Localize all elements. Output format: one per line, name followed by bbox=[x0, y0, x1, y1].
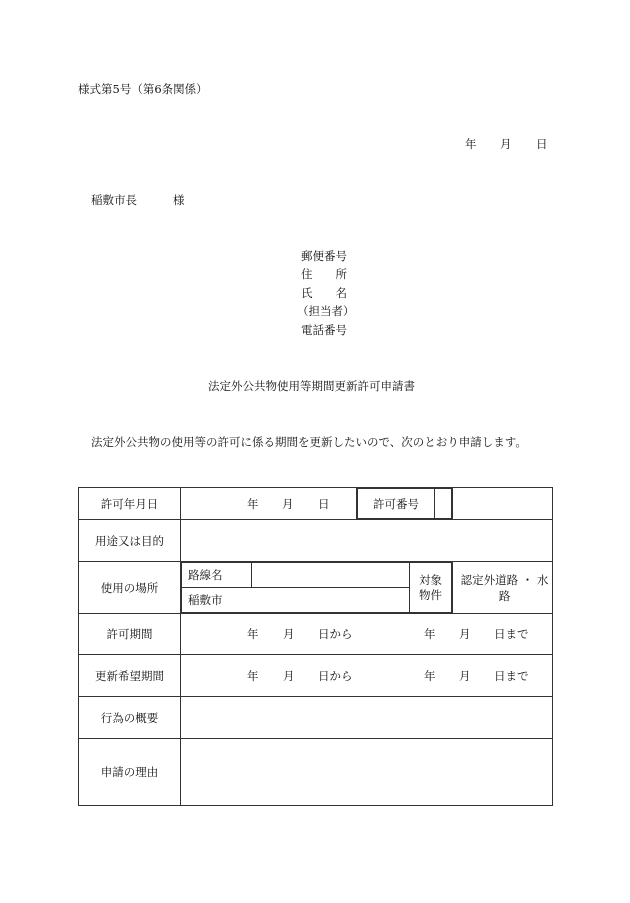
day-label: 日 bbox=[318, 496, 330, 511]
object-value[interactable]: 認定外道路 ・ 水路 bbox=[453, 562, 553, 614]
name-label: 氏 名 bbox=[301, 286, 347, 300]
intro-text: 法定外公共物の使用等の許可に係る期間を更新したいので、次のとおり申請します。 bbox=[91, 435, 527, 449]
overview-label: 行為の概要 bbox=[79, 697, 181, 739]
permit-number-field-a[interactable] bbox=[435, 489, 452, 519]
permit-number-label: 許可番号 bbox=[358, 489, 435, 519]
reason-row bbox=[79, 739, 553, 806]
renew-to-year: 年 bbox=[424, 668, 436, 683]
renew-from-month: 月 bbox=[283, 668, 295, 683]
overview-field[interactable] bbox=[181, 697, 553, 739]
from-month: 月 bbox=[283, 627, 295, 641]
location-cell bbox=[181, 562, 453, 614]
route-name-label: 路線名 bbox=[182, 563, 252, 588]
reason-field[interactable] bbox=[181, 739, 553, 806]
permit-number-field[interactable] bbox=[453, 488, 553, 520]
renewal-period-label: 更新希望期間 bbox=[79, 655, 181, 697]
reason-label: 申請の理由 bbox=[79, 739, 181, 806]
location-label: 使用の場所 bbox=[79, 562, 181, 614]
permit-date-field[interactable] bbox=[181, 488, 357, 520]
date-day-label: 日 bbox=[536, 137, 548, 151]
object-label bbox=[410, 563, 452, 613]
application-table bbox=[78, 487, 553, 806]
overview-row bbox=[79, 697, 553, 739]
permit-period-row bbox=[79, 614, 553, 655]
renewal-period-field[interactable] bbox=[181, 655, 553, 697]
purpose-label: 用途又は目的 bbox=[79, 520, 181, 562]
to-day-suffix: 日まで bbox=[494, 627, 529, 641]
route-name-field[interactable] bbox=[252, 563, 410, 588]
from-day-suffix: 日から bbox=[318, 627, 353, 641]
addressee: 稲敷市長 bbox=[91, 193, 137, 207]
renew-to-month: 月 bbox=[459, 668, 471, 683]
year-label: 年 bbox=[247, 496, 259, 511]
date-month-label: 月 bbox=[500, 137, 512, 151]
purpose-row bbox=[79, 520, 553, 562]
purpose-field[interactable] bbox=[181, 520, 553, 562]
to-year: 年 bbox=[424, 627, 436, 641]
renew-from-day-suffix: 日から bbox=[318, 668, 353, 683]
person-in-charge-label: （担当者） bbox=[297, 304, 355, 318]
location-row bbox=[79, 562, 553, 614]
permit-period-label: 許可期間 bbox=[79, 614, 181, 655]
address-label: 住 所 bbox=[301, 267, 347, 281]
postal-code-label: 郵便番号 bbox=[301, 249, 347, 263]
month-label: 月 bbox=[282, 496, 294, 511]
honorific: 様 bbox=[173, 193, 185, 207]
object-label-text: 対象物件 bbox=[419, 572, 442, 602]
from-year: 年 bbox=[247, 627, 259, 641]
city-prefix: 稲敷市 bbox=[188, 593, 223, 607]
renew-from-year: 年 bbox=[247, 668, 259, 683]
permit-number-cell bbox=[357, 488, 453, 520]
date-year-label: 年 bbox=[465, 137, 477, 151]
permit-period-field[interactable] bbox=[181, 614, 553, 655]
permit-date-label: 許可年月日 bbox=[79, 488, 181, 520]
to-month: 月 bbox=[459, 627, 471, 641]
phone-label: 電話番号 bbox=[301, 323, 347, 337]
city-field[interactable] bbox=[182, 588, 410, 613]
renewal-period-row bbox=[79, 655, 553, 697]
document-title: 法定外公共物使用等期間更新許可申請書 bbox=[208, 379, 415, 393]
form-number: 様式第5号（第6条関係） bbox=[78, 82, 208, 96]
permit-date-row bbox=[79, 488, 553, 520]
renew-to-day-suffix: 日まで bbox=[494, 668, 529, 683]
